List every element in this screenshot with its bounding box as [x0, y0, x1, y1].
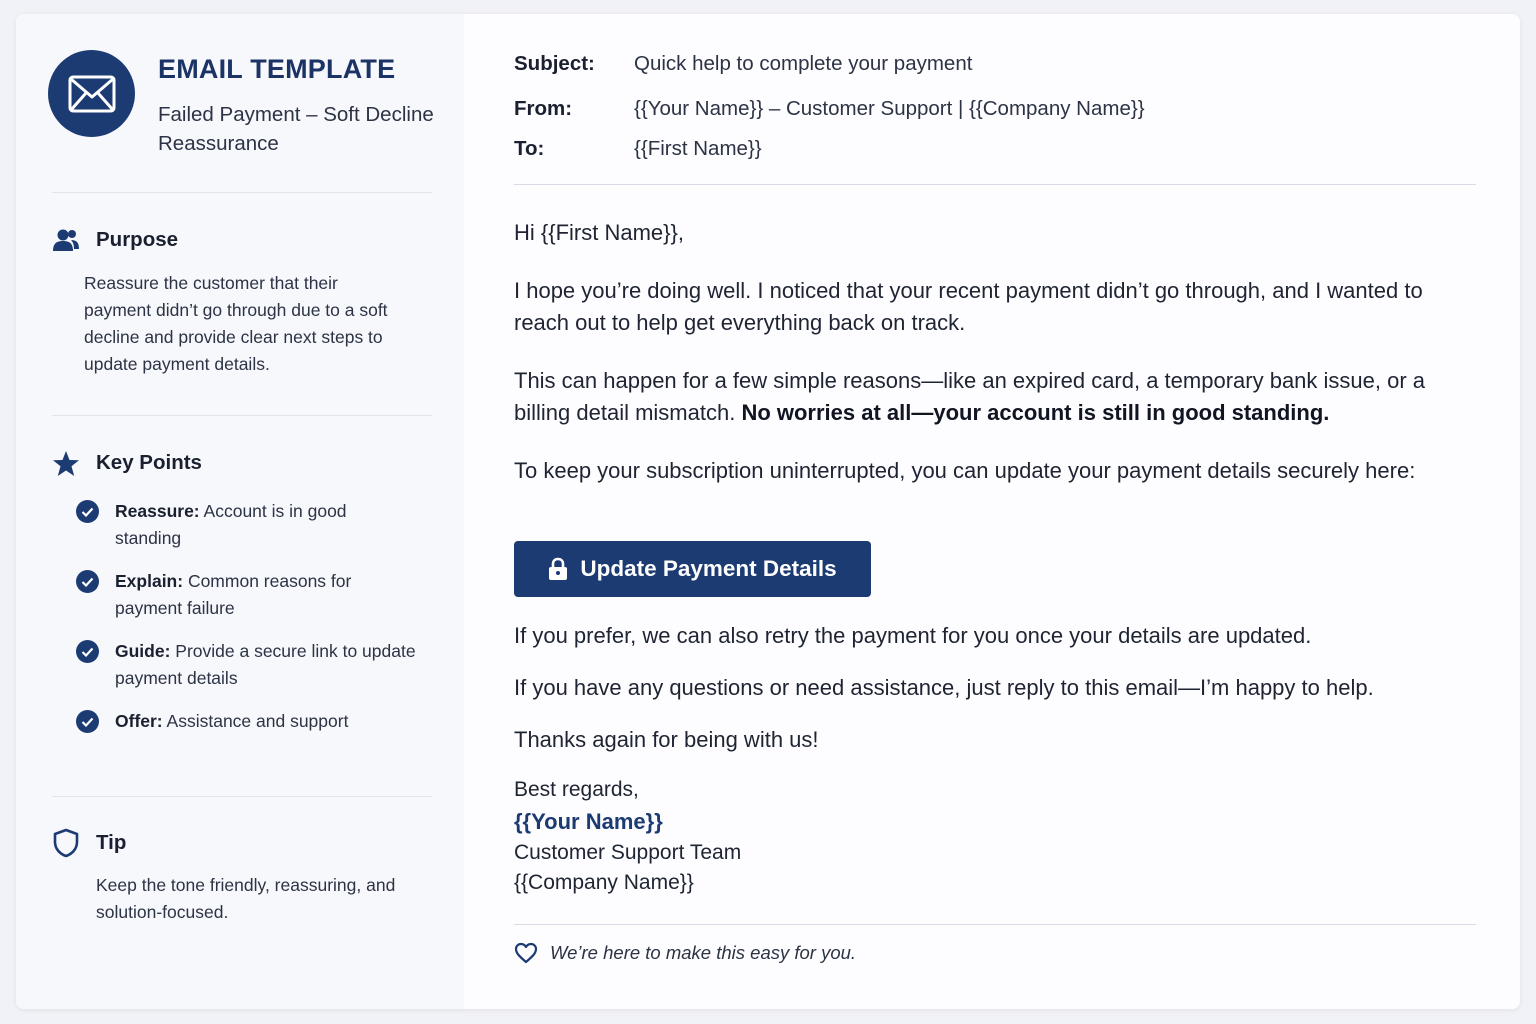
sidebar-divider [52, 796, 432, 797]
lock-icon [548, 557, 568, 581]
footer-divider [514, 924, 1476, 925]
paragraph-update: To keep your subscription uninterrupted, you can update your payment details securely here: [514, 458, 1416, 483]
sender-team: Customer Support Team [514, 841, 742, 864]
key-point-desc: Common reasons for payment failure [115, 571, 352, 618]
key-point-desc: Provide a secure link to update payment details [115, 641, 416, 688]
check-circle-icon [76, 710, 99, 733]
list-item [76, 638, 416, 692]
check-circle-icon [76, 640, 99, 663]
update-payment-button[interactable] [514, 541, 871, 597]
list-item [76, 498, 416, 552]
footer-note: We’re here to make this easy for you. [550, 942, 857, 963]
greeting: Hi {{First Name}}, [514, 220, 684, 245]
signoff: Best regards, [514, 778, 639, 801]
key-points-label: Key Points [96, 451, 202, 474]
subject-value: Quick help to complete your payment [634, 52, 973, 75]
key-point-label: Offer: [115, 711, 163, 731]
key-point-desc: Account is in good standing [115, 501, 347, 548]
tip-heading [52, 829, 126, 857]
check-circle-icon [76, 500, 99, 523]
reasons-text: This can happen for a few simple reasons—like an expired card, a temporary bank issue, or a billing detail mismatch. [514, 368, 1426, 425]
key-point-label: Guide: [115, 641, 171, 661]
subject-label: Subject: [514, 52, 595, 75]
email-template-card [16, 14, 1520, 1009]
sender-company: {{Company Name}} [514, 871, 694, 894]
from-label: From: [514, 97, 573, 120]
envelope-icon [48, 50, 135, 137]
users-icon [52, 226, 80, 254]
to-row [514, 137, 762, 161]
tip-text: Keep the tone friendly, reassuring, and solution-focused. [96, 875, 396, 922]
update-payment-label: Update Payment Details [580, 556, 837, 581]
key-point-label: Explain: [115, 571, 184, 591]
email-preview [464, 14, 1520, 1009]
reassurance-text: No worries at all—your account is still in good standing. [741, 400, 1330, 425]
paragraph-reasons [514, 365, 1444, 429]
paragraph-help: If you have any questions or need assistance, just reply to this email—I’m happy to help. [514, 675, 1374, 700]
check-circle-icon [76, 570, 99, 593]
list-item [76, 568, 416, 622]
from-value: {{Your Name}} – Customer Support | {{Company Name}} [634, 97, 1145, 120]
tip-label: Tip [96, 831, 127, 854]
paragraph-intro: I hope you’re doing well. I noticed that your recent payment didn’t go through, and I wanted to reach out to help get everything back on track. [514, 278, 1423, 335]
template-subtitle: Failed Payment – Soft Decline Reassurance [158, 103, 434, 155]
key-point-desc: Assistance and support [162, 711, 349, 731]
list-item [76, 708, 416, 735]
key-point-text [115, 568, 416, 622]
key-point-text [115, 638, 416, 692]
template-title: EMAIL TEMPLATE [158, 54, 396, 84]
key-point-label: Reassure: [115, 501, 200, 521]
key-points-list [76, 498, 416, 751]
purpose-text: Reassure the customer that their payment didn’t go through due to a soft decline and provide clear next steps to update payment details. [84, 273, 388, 374]
sender-name: {{Your Name}} [514, 809, 663, 834]
purpose-heading [52, 226, 178, 254]
to-label: To: [514, 137, 545, 160]
star-icon [52, 449, 80, 477]
footer [514, 942, 856, 964]
sidebar-divider [52, 415, 432, 416]
header-divider [514, 184, 1476, 185]
purpose-label: Purpose [96, 228, 179, 251]
paragraph-thanks: Thanks again for being with us! [514, 727, 819, 752]
paragraph-retry: If you prefer, we can also retry the payment for you once your details are updated. [514, 623, 1312, 648]
subject-row [514, 52, 972, 76]
template-sidebar [16, 14, 464, 1009]
key-point-text [115, 498, 416, 552]
to-value: {{First Name}} [634, 137, 762, 160]
shield-icon [52, 829, 80, 857]
key-points-heading [52, 449, 202, 477]
key-point-text [115, 708, 348, 735]
from-row [514, 97, 1145, 121]
heart-icon [514, 942, 538, 964]
sidebar-divider [52, 192, 432, 193]
